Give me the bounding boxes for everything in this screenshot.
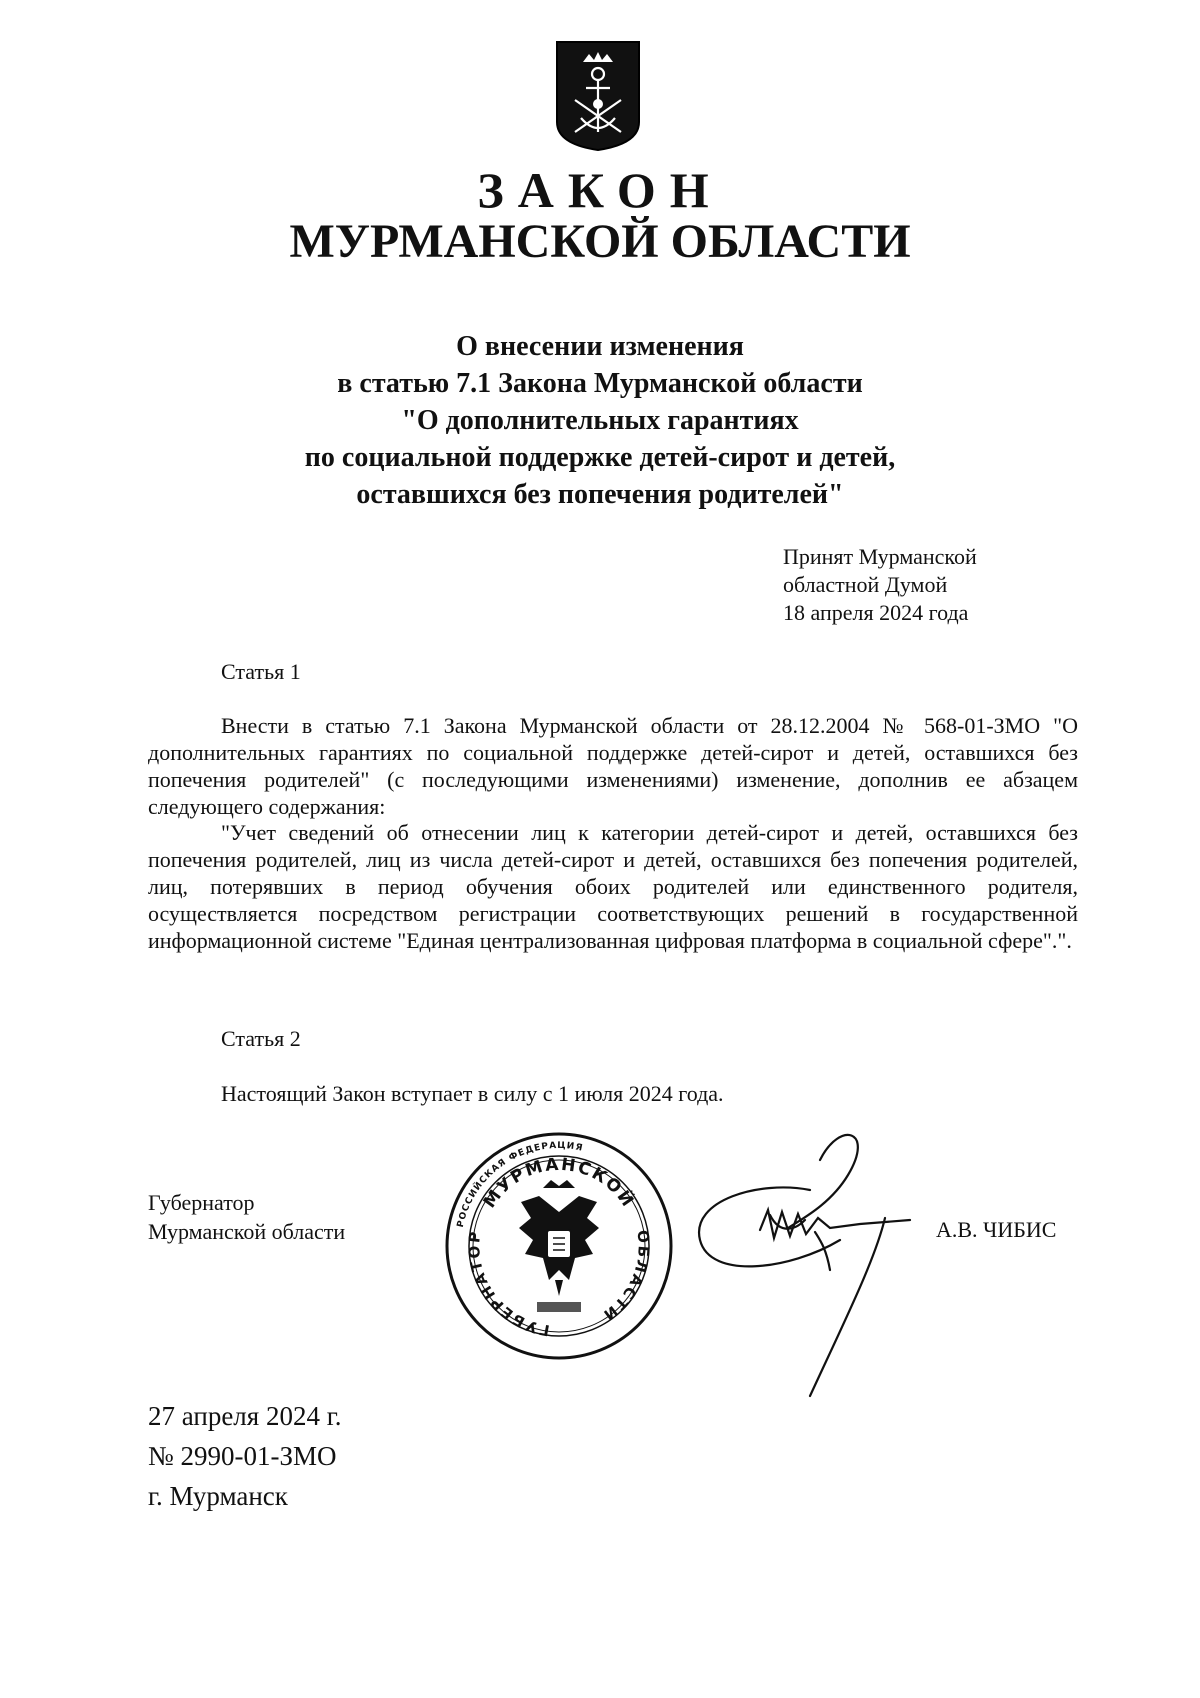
double-headed-eagle-icon <box>519 1180 599 1296</box>
region-title: МУРМАНСКОЙ ОБЛАСТИ <box>289 215 911 268</box>
signer-name: А.В. ЧИБИС <box>936 1217 1057 1242</box>
city: г. Мурманск <box>148 1481 288 1511</box>
seal-right-text: ОБЛАСТИ <box>598 1229 653 1326</box>
handwritten-signature <box>670 1120 940 1400</box>
svg-text:ОБЛАСТИ <box>599 1229 653 1325</box>
article-2-heading: Статья 2 <box>221 1026 301 1051</box>
signatory-position <box>148 1188 345 1246</box>
document-footer <box>148 1396 341 1516</box>
seal-top-text: МУРМАНСКОЙ <box>479 1154 639 1212</box>
seal-outer-text: РОССИЙСКАЯ ФЕДЕРАЦИЯ <box>455 1140 585 1229</box>
article-1-paragraph: Внести в статью 7.1 Закона Мурманской области от 28.12.2004 № 568-01-ЗМО "О дополнительных гарантиях по социальной поддержке детей-сирот и детей, оставшихся без попечения родителей" (с последующими изменениями) изменение, дополнив ее абзацем следующего содержания: <box>148 713 1078 819</box>
adoption-line: областной Думой <box>783 572 948 597</box>
subject-line: по социальной поддержке детей-сирот и детей, <box>304 442 896 473</box>
signing-date: 27 апреля 2024 г. <box>148 1401 342 1431</box>
document-type-title: ЗАКОН <box>477 162 723 218</box>
subject-line: О внесении изменения <box>456 331 744 362</box>
position-line: Губернатор <box>148 1190 255 1215</box>
article-1-heading: Статья 1 <box>221 659 301 684</box>
coat-of-arms-emblem <box>553 40 643 152</box>
subject-line: оставшихся без попечения родителей" <box>356 479 844 510</box>
official-seal <box>443 1130 675 1362</box>
adoption-line: Принят Мурманской <box>783 544 977 569</box>
subject-line: в статью 7.1 Закона Мурманской области <box>337 368 863 399</box>
position-line: Мурманской области <box>148 1219 346 1244</box>
law-subject <box>0 328 1200 513</box>
adoption-line: 18 апреля 2024 года <box>783 600 969 625</box>
subject-line: "О дополнительных гарантиях <box>401 405 799 436</box>
article-1-quoted-paragraph: "Учет сведений об отнесении лиц к категории детей-сирот и детей, оставшихся без попечения родителей, лиц из числа детей-сирот и детей, оставшихся без попечения родителей, лиц, потерявших в период обучения обоих родителей или единственного родителя, осуществляется посредством регистрации соответствующих решений в государственной информационной системе "Единая централизованная цифровая платформа в социальной сфере".". <box>148 820 1078 953</box>
law-number: № 2990-01-ЗМО <box>148 1441 337 1471</box>
article-2-paragraph: Настоящий Закон вступает в силу с 1 июля 2024 года. <box>221 1081 724 1106</box>
seal-left-text: ГУБЕРНАТОР <box>465 1228 552 1340</box>
adoption-note <box>783 543 977 627</box>
